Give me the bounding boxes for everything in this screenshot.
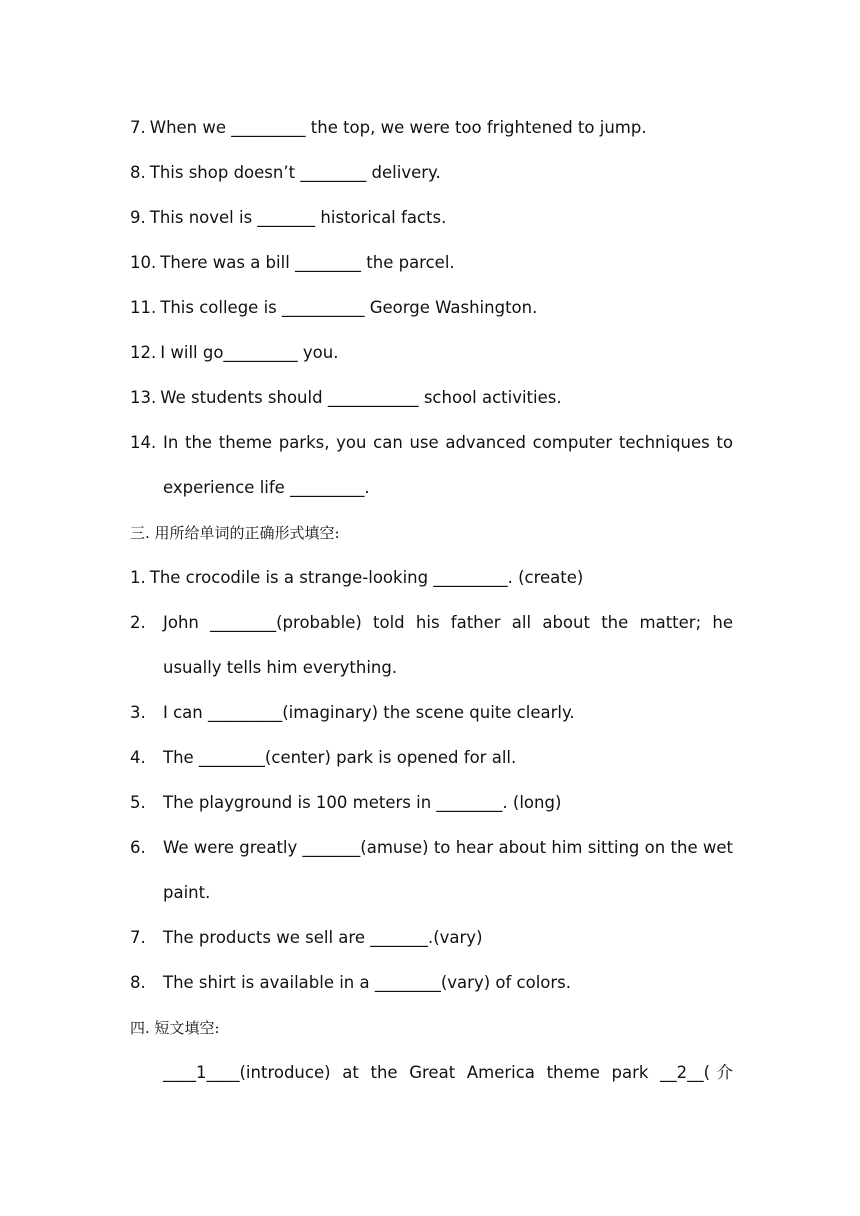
question-number: 3.: [130, 703, 146, 722]
question-text: When we _________ the top, we were too frightened to jump.: [149, 118, 647, 137]
question-text: The playground is 100 meters in ________. (long): [163, 793, 562, 812]
question-text: I can _________(imaginary) the scene quite clearly.: [163, 703, 575, 722]
question-text: We were greatly _______(amuse) to hear about him sitting on the wet: [163, 838, 733, 857]
fill-item-7: [130, 927, 733, 949]
question-text: The products we sell are _______.(vary): [163, 928, 483, 947]
fill-item-4: [130, 747, 733, 769]
question-10: [130, 252, 733, 274]
question-number: 11.: [130, 298, 157, 317]
question-text: I will go_________ you.: [160, 343, 339, 362]
question-text: The crocodile is a strange-looking _________. (create): [149, 568, 584, 587]
question-number: 5.: [130, 793, 146, 812]
question-11: [130, 297, 733, 319]
question-number: 8.: [130, 973, 146, 992]
section-4-heading: 四. 短文填空:: [130, 1019, 220, 1037]
question-number: 2.: [130, 613, 146, 632]
passage-first-line: ____1____(introduce) at the Great America theme park __2__(介: [163, 1063, 733, 1082]
fill-item-6-continued: paint.: [163, 883, 211, 902]
fill-item-2: [130, 612, 733, 634]
question-number: 12.: [130, 343, 157, 362]
fill-item-2-continued: usually tells him everything.: [163, 658, 398, 677]
question-text: John ________(probable) told his father all about the matter; he: [163, 613, 733, 632]
section-3-heading: 三. 用所给单词的正确形式填空:: [130, 524, 340, 542]
question-number: 13.: [130, 388, 157, 407]
question-number: 7.: [130, 118, 146, 137]
question-text: This novel is _______ historical facts.: [149, 208, 447, 227]
question-14-continued: experience life _________.: [163, 478, 370, 497]
question-number: 9.: [130, 208, 146, 227]
question-9: [130, 207, 733, 229]
question-number: 7.: [130, 928, 146, 947]
question-14: [130, 432, 733, 454]
question-text: The shirt is available in a ________(vary) of colors.: [163, 973, 572, 992]
question-7: [130, 117, 733, 139]
fill-item-3: [130, 702, 733, 724]
question-13: [130, 387, 733, 409]
question-number: 1.: [130, 568, 146, 587]
question-number: 14.: [130, 433, 157, 452]
question-text: There was a bill ________ the parcel.: [160, 253, 455, 272]
fill-item-8: [130, 972, 733, 994]
fill-item-6: [130, 837, 733, 859]
question-text: This college is __________ George Washington.: [160, 298, 538, 317]
question-number: 4.: [130, 748, 146, 767]
question-text: The ________(center) park is opened for all.: [163, 748, 517, 767]
question-8: [130, 162, 733, 184]
question-number: 10.: [130, 253, 157, 272]
question-number: 8.: [130, 163, 146, 182]
question-text: In the theme parks, you can use advanced computer techniques to: [163, 433, 733, 452]
question-number: 6.: [130, 838, 146, 857]
fill-item-1: [130, 567, 733, 589]
question-text: We students should ___________ school activities.: [160, 388, 562, 407]
question-12: [130, 342, 733, 364]
fill-item-5: [130, 792, 733, 814]
question-text: This shop doesn’t ________ delivery.: [149, 163, 441, 182]
